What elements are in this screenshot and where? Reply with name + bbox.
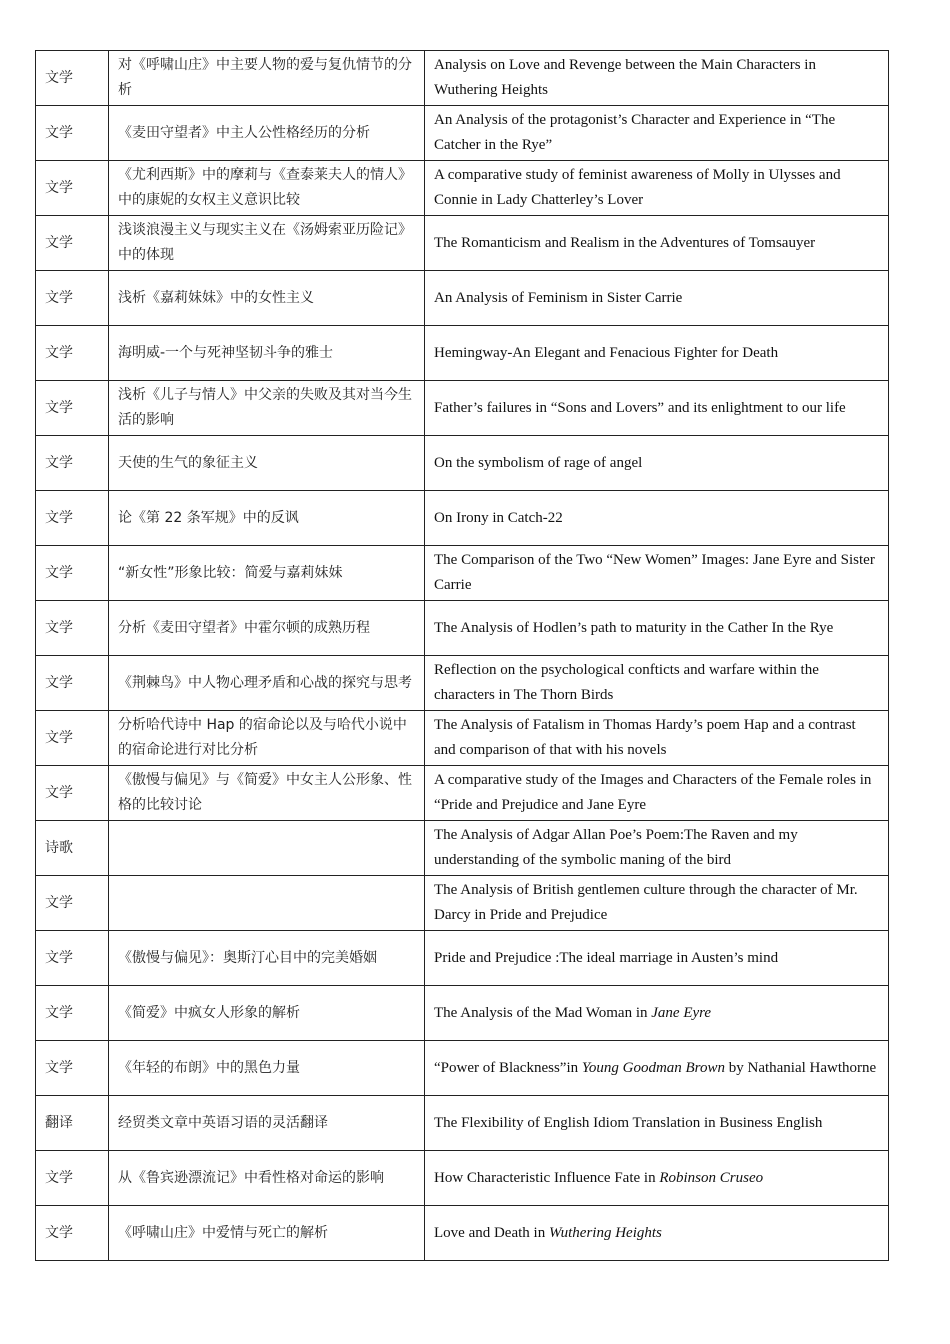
english-title-cell: The Analysis of Hodlen’s path to maturity in the Cather In the Rye [425, 601, 889, 656]
work-title-italic: Robinson Cruseo [659, 1169, 764, 1186]
english-title-text: “Power of Blackness”in [434, 1059, 582, 1076]
category-cell: 文学 [36, 876, 109, 931]
table-row [36, 1151, 889, 1206]
table-row [36, 271, 889, 326]
category-cell: 文学 [36, 161, 109, 216]
table-row [36, 601, 889, 656]
chinese-title-cell: 经贸类文章中英语习语的灵活翻译 [109, 1096, 425, 1151]
english-title-cell: Hemingway-An Elegant and Fenacious Fighter for Death [425, 326, 889, 381]
english-title-cell [425, 1041, 889, 1096]
chinese-title-cell: 《简爱》中疯女人形象的解析 [109, 986, 425, 1041]
english-title-cell: Father’s failures in “Sons and Lovers” and its enlightment to our life [425, 381, 889, 436]
table-row [36, 491, 889, 546]
chinese-title-cell [109, 821, 425, 876]
table-row [36, 876, 889, 931]
category-cell: 文学 [36, 656, 109, 711]
category-cell: 文学 [36, 216, 109, 271]
chinese-title-cell: 《傲慢与偏见》：奥斯汀心目中的完美婚姻 [109, 931, 425, 986]
category-cell: 文学 [36, 381, 109, 436]
english-title-text: The Analysis of the Mad Woman in [434, 1004, 652, 1021]
chinese-title-cell: 浅析《儿子与情人》中父亲的失败及其对当今生活的影响 [109, 381, 425, 436]
english-title-cell: The Analysis of British gentlemen culture through the character of Mr. Darcy in Pride and Prejudice [425, 876, 889, 931]
english-title-text-suffix: by Nathanial Hawthorne [724, 1059, 877, 1076]
table-row [36, 381, 889, 436]
english-title-cell: Analysis on Love and Revenge between the Main Characters in Wuthering Heights [425, 51, 889, 106]
table-row [36, 1096, 889, 1151]
category-cell: 文学 [36, 271, 109, 326]
category-cell: 文学 [36, 106, 109, 161]
table-body [36, 51, 889, 1261]
chinese-title-cell: 论《第 22 条军规》中的反讽 [109, 491, 425, 546]
table-row [36, 986, 889, 1041]
category-cell: 文学 [36, 1151, 109, 1206]
table-row [36, 216, 889, 271]
chinese-title-cell: 分析哈代诗中 Hap 的宿命论以及与哈代小说中的宿命论进行对比分析 [109, 711, 425, 766]
english-title-cell: The Analysis of Adgar Allan Poe’s Poem:The Raven and my understanding of the symbolic maning of the bird [425, 821, 889, 876]
work-title-italic: Young Goodman Brown [581, 1059, 725, 1076]
english-title-cell [425, 1151, 889, 1206]
chinese-title-cell: 《尤利西斯》中的摩莉与《查泰莱夫人的情人》中的康妮的女权主义意识比较 [109, 161, 425, 216]
english-title-cell: On the symbolism of rage of angel [425, 436, 889, 491]
category-cell: 诗歌 [36, 821, 109, 876]
english-title-text: How Characteristic Influence Fate in [434, 1169, 660, 1186]
chinese-title-cell: 《麦田守望者》中主人公性格经历的分析 [109, 106, 425, 161]
english-title-cell: The Analysis of Fatalism in Thomas Hardy’s poem Hap and a contrast and comparison of that with his novels [425, 711, 889, 766]
chinese-title-cell: 《荆棘鸟》中人物心理矛盾和心战的探究与思考 [109, 656, 425, 711]
chinese-title-cell: 分析《麦田守望者》中霍尔顿的成熟历程 [109, 601, 425, 656]
table-row [36, 326, 889, 381]
english-title-cell: On Irony in Catch-22 [425, 491, 889, 546]
work-title-italic: Wuthering Heights [548, 1224, 662, 1241]
category-cell: 文学 [36, 1041, 109, 1096]
english-title-cell: The Comparison of the Two “New Women” Images: Jane Eyre and Sister Carrie [425, 546, 889, 601]
chinese-title-cell: 浅析《嘉莉妹妹》中的女性主义 [109, 271, 425, 326]
category-cell: 文学 [36, 436, 109, 491]
english-title-cell: The Flexibility of English Idiom Translation in Business English [425, 1096, 889, 1151]
category-cell: 翻译 [36, 1096, 109, 1151]
english-title-cell [425, 1206, 889, 1261]
english-title-cell: Reflection on the psychological confticts and warfare within the characters in The Thorn Birds [425, 656, 889, 711]
category-cell: 文学 [36, 986, 109, 1041]
table-row [36, 821, 889, 876]
english-title-cell: A comparative study of the Images and Characters of the Female roles in “Pride and Prejudice and Jane Eyre [425, 766, 889, 821]
category-cell: 文学 [36, 51, 109, 106]
chinese-title-cell: 对《呼啸山庄》中主要人物的爱与复仇情节的分析 [109, 51, 425, 106]
category-cell: 文学 [36, 326, 109, 381]
category-cell: 文学 [36, 601, 109, 656]
english-title-cell: Pride and Prejudice :The ideal marriage in Austen’s mind [425, 931, 889, 986]
chinese-title-cell [109, 876, 425, 931]
english-title-text: Love and Death in [434, 1224, 549, 1241]
english-title-cell: An Analysis of the protagonist’s Character and Experience in “The Catcher in the Rye” [425, 106, 889, 161]
chinese-title-cell: “新女性”形象比较：简爱与嘉莉妹妹 [109, 546, 425, 601]
table-row [36, 931, 889, 986]
category-cell: 文学 [36, 1206, 109, 1261]
category-cell: 文学 [36, 766, 109, 821]
table-row [36, 1041, 889, 1096]
thesis-topic-table [35, 50, 889, 1261]
category-cell: 文学 [36, 491, 109, 546]
english-title-cell: An Analysis of Feminism in Sister Carrie [425, 271, 889, 326]
chinese-title-cell: 海明威-一个与死神坚韧斗争的雅士 [109, 326, 425, 381]
english-title-cell: A comparative study of feminist awareness of Molly in Ulysses and Connie in Lady Chatterley’s Lover [425, 161, 889, 216]
category-cell: 文学 [36, 711, 109, 766]
table-row [36, 51, 889, 106]
chinese-title-cell: 浅谈浪漫主义与现实主义在《汤姆索亚历险记》中的体现 [109, 216, 425, 271]
table-row [36, 1206, 889, 1261]
chinese-title-cell: 从《鲁宾逊漂流记》中看性格对命运的影响 [109, 1151, 425, 1206]
category-cell: 文学 [36, 931, 109, 986]
table-row [36, 711, 889, 766]
table-row [36, 766, 889, 821]
table-row [36, 656, 889, 711]
category-cell: 文学 [36, 546, 109, 601]
table-row [36, 546, 889, 601]
chinese-title-cell: 《傲慢与偏见》与《简爱》中女主人公形象、性格的比较讨论 [109, 766, 425, 821]
english-title-cell [425, 986, 889, 1041]
table-row [36, 436, 889, 491]
chinese-title-cell: 《年轻的布朗》中的黑色力量 [109, 1041, 425, 1096]
table-row [36, 106, 889, 161]
chinese-title-cell: 《呼啸山庄》中爱情与死亡的解析 [109, 1206, 425, 1261]
table-row [36, 161, 889, 216]
chinese-title-cell: 天使的生气的象征主义 [109, 436, 425, 491]
english-title-cell: The Romanticism and Realism in the Adventures of Tomsauyer [425, 216, 889, 271]
work-title-italic: Jane Eyre [651, 1004, 712, 1021]
